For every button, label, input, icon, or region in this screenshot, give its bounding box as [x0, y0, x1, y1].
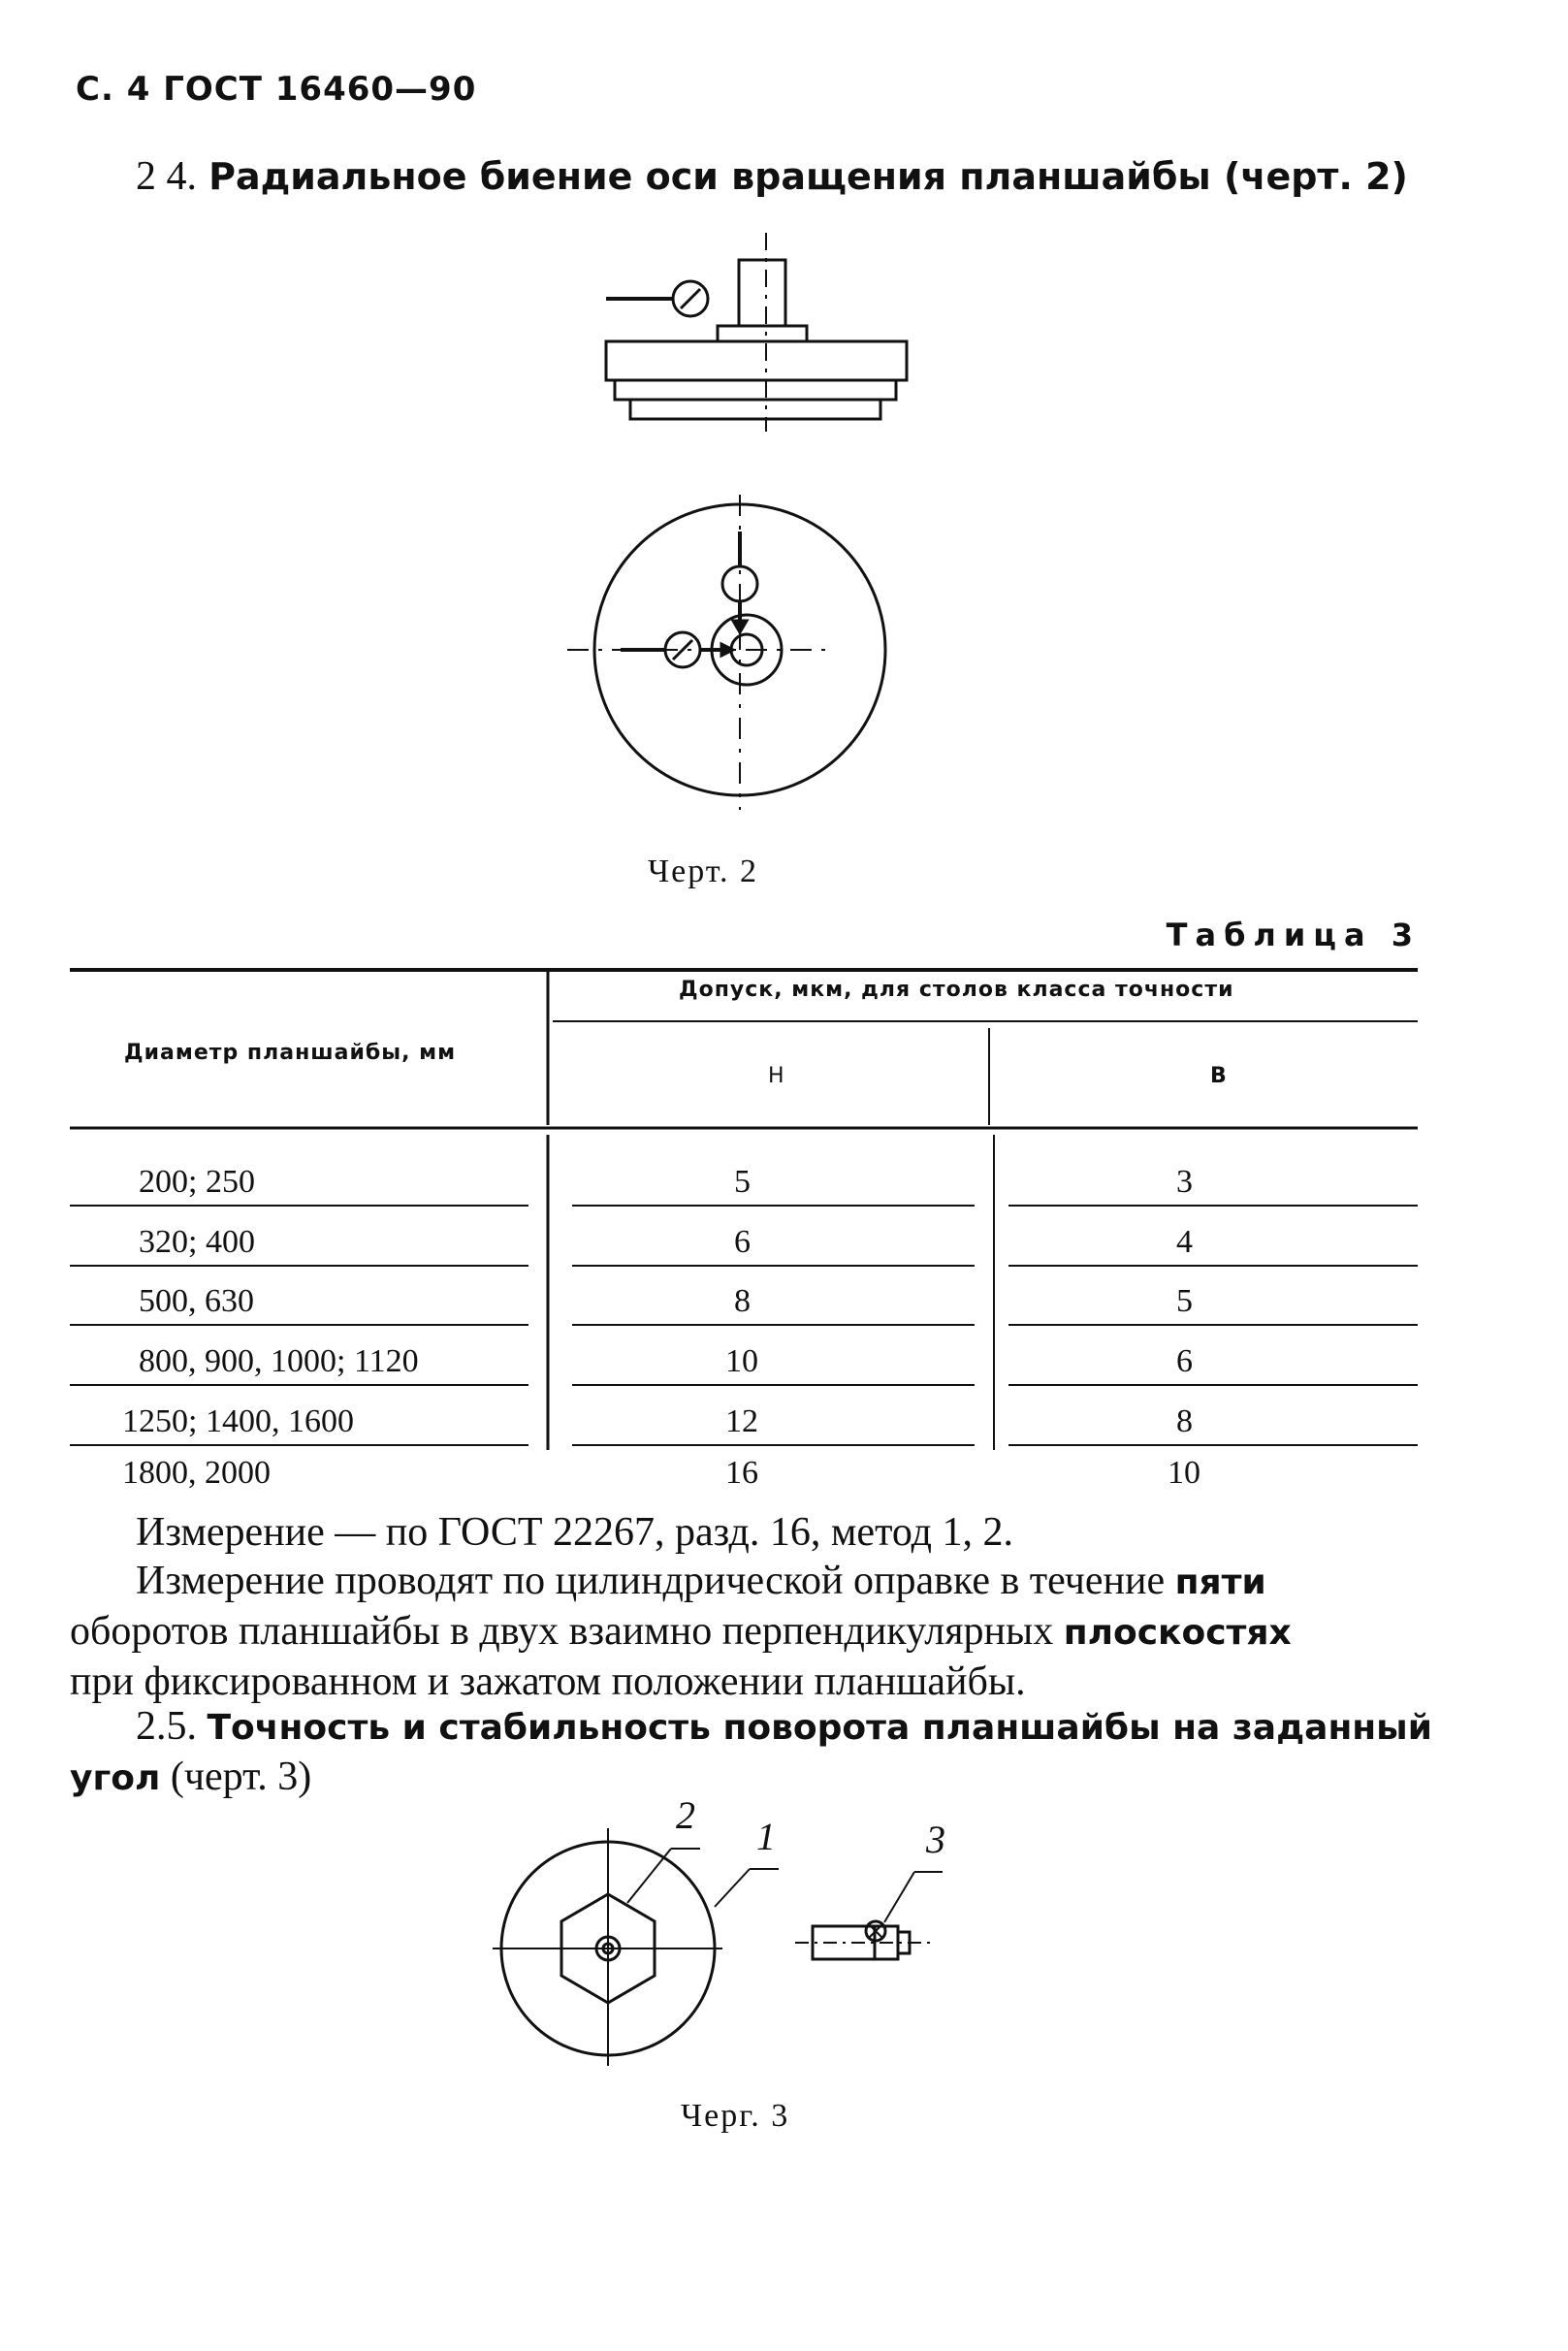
section-2-5-title-cont: угол [70, 1758, 161, 1798]
table-cell-b: 5 [1176, 1283, 1193, 1319]
figure-3-caption: Черг. 3 [681, 2098, 790, 2134]
table-header-diameter: Диаметр планшайбы, мм [124, 1041, 457, 1065]
section-2-5-title-tail: (черт. 3) [160, 1755, 312, 1799]
table-cell-h: 10 [725, 1343, 758, 1379]
section-2-5-number: 2.5. [136, 1704, 197, 1749]
table-cell-h: 6 [734, 1224, 751, 1260]
table-cell-h: 16 [725, 1455, 758, 1491]
table-cell-b: 3 [1176, 1164, 1193, 1200]
table-3-title: Таблица 3 [1166, 917, 1421, 953]
table-header-class-b: В [1210, 1064, 1228, 1088]
table-cell-diameter: 200; 250 [139, 1164, 255, 1200]
section-2-5-title: Точность и стабильность поворота планшайбы на заданный [207, 1708, 1432, 1748]
measurement-desc-line-1: Измерение проводят по цилиндрической оправке в течение [136, 1559, 1175, 1603]
figure-3-label-3: 3 [926, 1818, 947, 1861]
table-cell-b: 4 [1176, 1224, 1193, 1260]
table-cell-diameter: 320; 400 [139, 1224, 255, 1260]
section-number: 2 4. [136, 154, 197, 199]
measurement-desc-bold-2: плоскостях [1063, 1613, 1292, 1653]
table-cell-diameter: 1800, 2000 [122, 1455, 271, 1491]
figure-3-label-1: 1 [756, 1815, 778, 1858]
table-cell-h: 5 [734, 1164, 751, 1200]
table-cell-h: 8 [734, 1283, 751, 1319]
table-cell-h: 12 [725, 1403, 758, 1439]
table-header-tolerance: Допуск, мкм, для столов класса точности [679, 978, 1234, 1002]
table-cell-b: 8 [1176, 1403, 1193, 1439]
figure-3-label-2: 2 [676, 1793, 697, 1837]
measurement-desc-line-3: при фиксированном и зажатом положении планшайбы. [70, 1659, 1026, 1704]
table-header-class-h: Н [768, 1064, 785, 1088]
figure-2-caption: Черт. 2 [648, 853, 759, 889]
table-cell-diameter: 500, 630 [139, 1283, 254, 1319]
section-title: Радиальное биение оси вращения планшайбы (черт. 2) [208, 155, 1408, 198]
measurement-reference-text: Измерение — по ГОСТ 22267, разд. 16, метод 1, 2. [136, 1510, 1014, 1555]
table-cell-b: 6 [1176, 1343, 1193, 1379]
measurement-desc-bold-1: пяти [1174, 1562, 1266, 1602]
table-cell-b: 10 [1168, 1455, 1200, 1491]
measurement-desc-line-2: оборотов планшайбы в двух взаимно перпендикулярных [70, 1609, 1064, 1654]
table-cell-diameter: 800, 900, 1000; 1120 [139, 1343, 419, 1379]
page-header: С. 4 ГОСТ 16460—90 [76, 70, 477, 109]
table-cell-diameter: 1250; 1400, 1600 [122, 1403, 354, 1439]
